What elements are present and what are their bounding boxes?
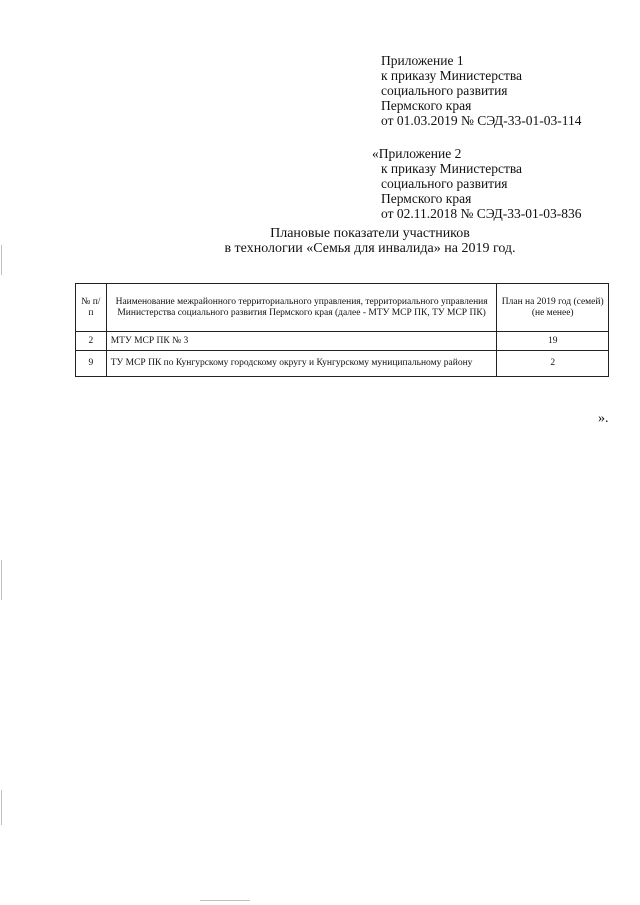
row-plan: 2 <box>497 351 609 377</box>
header-number: № п/п <box>76 284 107 332</box>
table-row <box>76 332 609 351</box>
appendix-1-line: Приложение 1 <box>381 53 464 68</box>
appendix-2-line: Пермского края <box>381 191 472 206</box>
table-row <box>76 351 609 377</box>
row-name: ТУ МСР ПК по Кунгурскому городскому округу и Кунгурскому муниципальному району <box>106 351 497 377</box>
appendix-2-line: к приказу Министерства <box>381 161 523 176</box>
document-title <box>120 226 620 256</box>
document-title-line-1: Плановые показатели участников <box>270 226 470 241</box>
scan-edge-mark <box>1 245 2 275</box>
header-name: Наименование межрайонного территориального управления, территориального управления Министерства социального развития Пермского края (далее - МТУ МСР ПК, ТУ МСР ПК) <box>106 284 497 332</box>
appendix-2-line: «Приложение 2 <box>372 146 462 161</box>
row-number: 2 <box>76 332 107 351</box>
closing-quote: ». <box>598 411 609 426</box>
table-header-row <box>76 284 609 332</box>
appendix-2-line: социального развития <box>381 176 508 191</box>
appendix-1-line: к приказу Министерства <box>381 68 523 83</box>
appendix-1-line: от 01.03.2019 № СЭД-33-01-03-114 <box>381 113 582 128</box>
row-name: МТУ МСР ПК № 3 <box>106 332 497 351</box>
document-title-line-2: в технологии «Семья для инвалида» на 2019 год. <box>224 241 516 256</box>
plan-table <box>75 283 609 377</box>
appendix-2-line: от 02.11.2018 № СЭД-33-01-03-836 <box>381 206 582 221</box>
row-number: 9 <box>76 351 107 377</box>
scan-edge-mark <box>1 790 2 825</box>
appendix-1-line: социального развития <box>381 83 508 98</box>
appendix-2-header <box>372 146 581 221</box>
row-plan: 19 <box>497 332 609 351</box>
scan-bottom-mark <box>200 900 250 901</box>
appendix-1-line: Пермского края <box>381 98 472 113</box>
header-plan: План на 2019 год (семей) (не менее) <box>497 284 609 332</box>
scan-edge-mark <box>1 560 2 600</box>
appendix-1-header <box>381 53 581 128</box>
